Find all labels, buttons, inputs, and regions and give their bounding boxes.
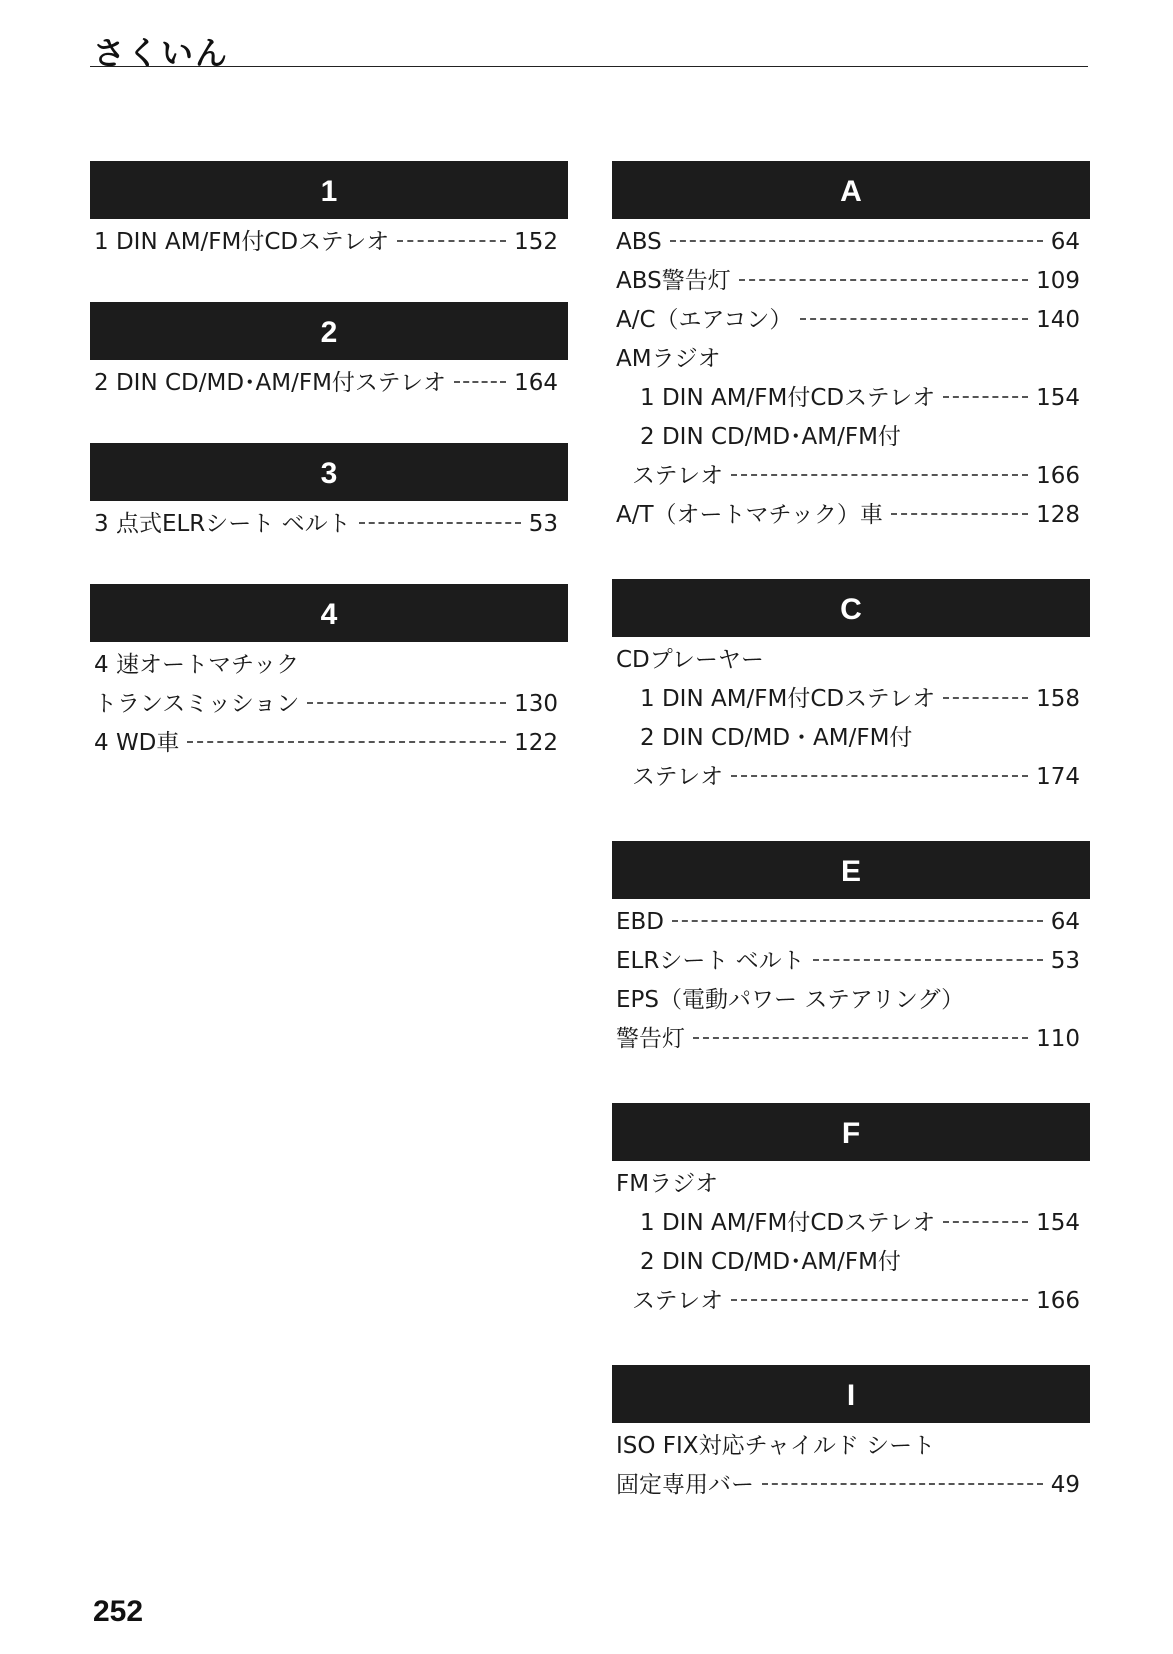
entry-page-number: 166: [1036, 463, 1080, 489]
index-entry[interactable]: [612, 641, 1090, 680]
index-entry[interactable]: [612, 942, 1090, 981]
dotted-leader: [891, 513, 1028, 515]
section-spacer: [90, 262, 568, 302]
dotted-leader: [762, 1483, 1043, 1485]
entry-list: [612, 637, 1090, 797]
entry-label: EBD: [616, 909, 665, 935]
entry-list: [90, 360, 568, 403]
index-section: [612, 161, 1090, 535]
dotted-leader: [693, 1037, 1028, 1039]
index-entry[interactable]: [612, 1427, 1090, 1466]
entry-page-number: 140: [1036, 307, 1080, 333]
index-entry[interactable]: [612, 496, 1090, 535]
index-section: [90, 584, 568, 763]
entry-label: ステレオ: [632, 1288, 724, 1314]
section-spacer: [612, 535, 1090, 579]
entry-list: [90, 219, 568, 262]
title-divider: [90, 66, 1088, 67]
entry-label: ISO FIX対応チャイルド シート: [616, 1433, 936, 1459]
section-heading: I: [612, 1365, 1090, 1423]
section-heading: 4: [90, 584, 568, 642]
index-entry[interactable]: [612, 758, 1090, 797]
entry-page-number: 154: [1036, 385, 1080, 411]
index-section: [90, 161, 568, 262]
section-spacer: [612, 1321, 1090, 1365]
dotted-leader: [943, 1221, 1028, 1223]
index-entry[interactable]: [612, 1466, 1090, 1505]
entry-list: [612, 1423, 1090, 1505]
index-section: [612, 1103, 1090, 1321]
dotted-leader: [943, 396, 1028, 398]
entry-list: [90, 501, 568, 544]
entry-page-number: 110: [1036, 1026, 1080, 1052]
entry-label: CDプレーヤー: [616, 647, 764, 673]
index-entry[interactable]: [612, 379, 1090, 418]
section-heading: A: [612, 161, 1090, 219]
index-entry[interactable]: [612, 418, 1090, 457]
dotted-leader: [670, 240, 1043, 242]
index-entry[interactable]: [612, 223, 1090, 262]
entry-label: 1 DIN AM/FM付CDステレオ: [94, 229, 390, 255]
index-entry[interactable]: [612, 457, 1090, 496]
dotted-leader: [731, 474, 1028, 476]
entry-list: [612, 219, 1090, 535]
index-entry[interactable]: [90, 685, 568, 724]
index-section: [612, 1365, 1090, 1505]
index-entry[interactable]: [90, 505, 568, 544]
entry-label: ステレオ: [632, 463, 724, 489]
index-entry[interactable]: [612, 262, 1090, 301]
entry-label: 4 WD車: [94, 730, 180, 756]
entry-page-number: 64: [1050, 229, 1080, 255]
dotted-leader: [672, 920, 1043, 922]
entry-label: 2 DIN CD/MD･AM/FM付: [640, 1249, 901, 1275]
dotted-leader: [731, 775, 1028, 777]
entry-label: ELRシート ベルト: [616, 948, 805, 974]
section-spacer: [612, 797, 1090, 841]
dotted-leader: [813, 959, 1043, 961]
index-section: [90, 443, 568, 544]
dotted-leader: [454, 381, 506, 383]
page-title: さくいん: [93, 34, 230, 72]
entry-page-number: 53: [528, 511, 558, 537]
index-entry[interactable]: [612, 301, 1090, 340]
section-heading: E: [612, 841, 1090, 899]
page-number: 252: [93, 1595, 144, 1628]
index-entry[interactable]: [90, 724, 568, 763]
index-entry[interactable]: [612, 981, 1090, 1020]
index-entry[interactable]: [90, 223, 568, 262]
index-entry[interactable]: [612, 1165, 1090, 1204]
entry-label: 4 速オートマチック: [94, 652, 300, 678]
entry-page-number: 122: [514, 730, 558, 756]
index-entry[interactable]: [612, 1243, 1090, 1282]
entry-label: A/C（エアコン）: [616, 307, 793, 333]
entry-label: ステレオ: [632, 764, 724, 790]
entry-label: 2 DIN CD/MD･AM/FM付ステレオ: [94, 370, 447, 396]
index-entry[interactable]: [612, 903, 1090, 942]
dotted-leader: [359, 522, 521, 524]
entry-page-number: 164: [514, 370, 558, 396]
entry-list: [612, 1161, 1090, 1321]
entry-label: 1 DIN AM/FM付CDステレオ: [640, 1210, 936, 1236]
index-entry[interactable]: [612, 1020, 1090, 1059]
entry-label: EPS（電動パワー ステアリング）: [616, 987, 965, 1013]
entry-page-number: 53: [1050, 948, 1080, 974]
entry-label: ABS警告灯: [616, 268, 731, 294]
index-entry[interactable]: [90, 364, 568, 403]
dotted-leader: [943, 697, 1028, 699]
entry-page-number: 49: [1050, 1472, 1080, 1498]
index-entry[interactable]: [612, 719, 1090, 758]
entry-page-number: 166: [1036, 1288, 1080, 1314]
entry-list: [90, 642, 568, 763]
section-heading: 2: [90, 302, 568, 360]
section-heading: C: [612, 579, 1090, 637]
entry-page-number: 152: [514, 229, 558, 255]
entry-page-number: 64: [1050, 909, 1080, 935]
index-column-right: [612, 161, 1090, 1505]
section-spacer: [612, 1059, 1090, 1103]
index-entry[interactable]: [612, 1204, 1090, 1243]
dotted-leader: [800, 318, 1028, 320]
entry-page-number: 130: [514, 691, 558, 717]
entry-label: 固定専用バー: [616, 1472, 754, 1498]
dotted-leader: [731, 1299, 1028, 1301]
entry-label: 1 DIN AM/FM付CDステレオ: [640, 385, 936, 411]
index-section: [90, 302, 568, 403]
section-spacer: [90, 544, 568, 584]
dotted-leader: [739, 279, 1028, 281]
entry-label: トランスミッション: [94, 691, 300, 717]
index-entry[interactable]: [90, 646, 568, 685]
section-heading: 3: [90, 443, 568, 501]
section-spacer: [90, 403, 568, 443]
entry-page-number: 128: [1036, 502, 1080, 528]
entry-label: 2 DIN CD/MD･AM/FM付: [640, 424, 901, 450]
index-entry[interactable]: [612, 340, 1090, 379]
entry-list: [612, 899, 1090, 1059]
entry-page-number: 109: [1036, 268, 1080, 294]
entry-label: 警告灯: [616, 1026, 685, 1052]
dotted-leader: [307, 702, 506, 704]
entry-label: AMラジオ: [616, 346, 721, 372]
section-heading: F: [612, 1103, 1090, 1161]
index-section: [612, 841, 1090, 1059]
entry-page-number: 174: [1036, 764, 1080, 790]
dotted-leader: [397, 240, 506, 242]
entry-label: 2 DIN CD/MD・AM/FM付: [640, 725, 913, 751]
index-section: [612, 579, 1090, 797]
index-entry[interactable]: [612, 1282, 1090, 1321]
entry-label: ABS: [616, 229, 662, 255]
entry-label: FMラジオ: [616, 1171, 719, 1197]
index-entry[interactable]: [612, 680, 1090, 719]
entry-page-number: 158: [1036, 686, 1080, 712]
entry-label: 1 DIN AM/FM付CDステレオ: [640, 686, 936, 712]
dotted-leader: [187, 741, 506, 743]
entry-label: A/T（オートマチック）車: [616, 502, 883, 528]
entry-label: 3 点式ELRシート ベルト: [94, 511, 351, 537]
index-column-left: [90, 161, 568, 763]
section-heading: 1: [90, 161, 568, 219]
entry-page-number: 154: [1036, 1210, 1080, 1236]
